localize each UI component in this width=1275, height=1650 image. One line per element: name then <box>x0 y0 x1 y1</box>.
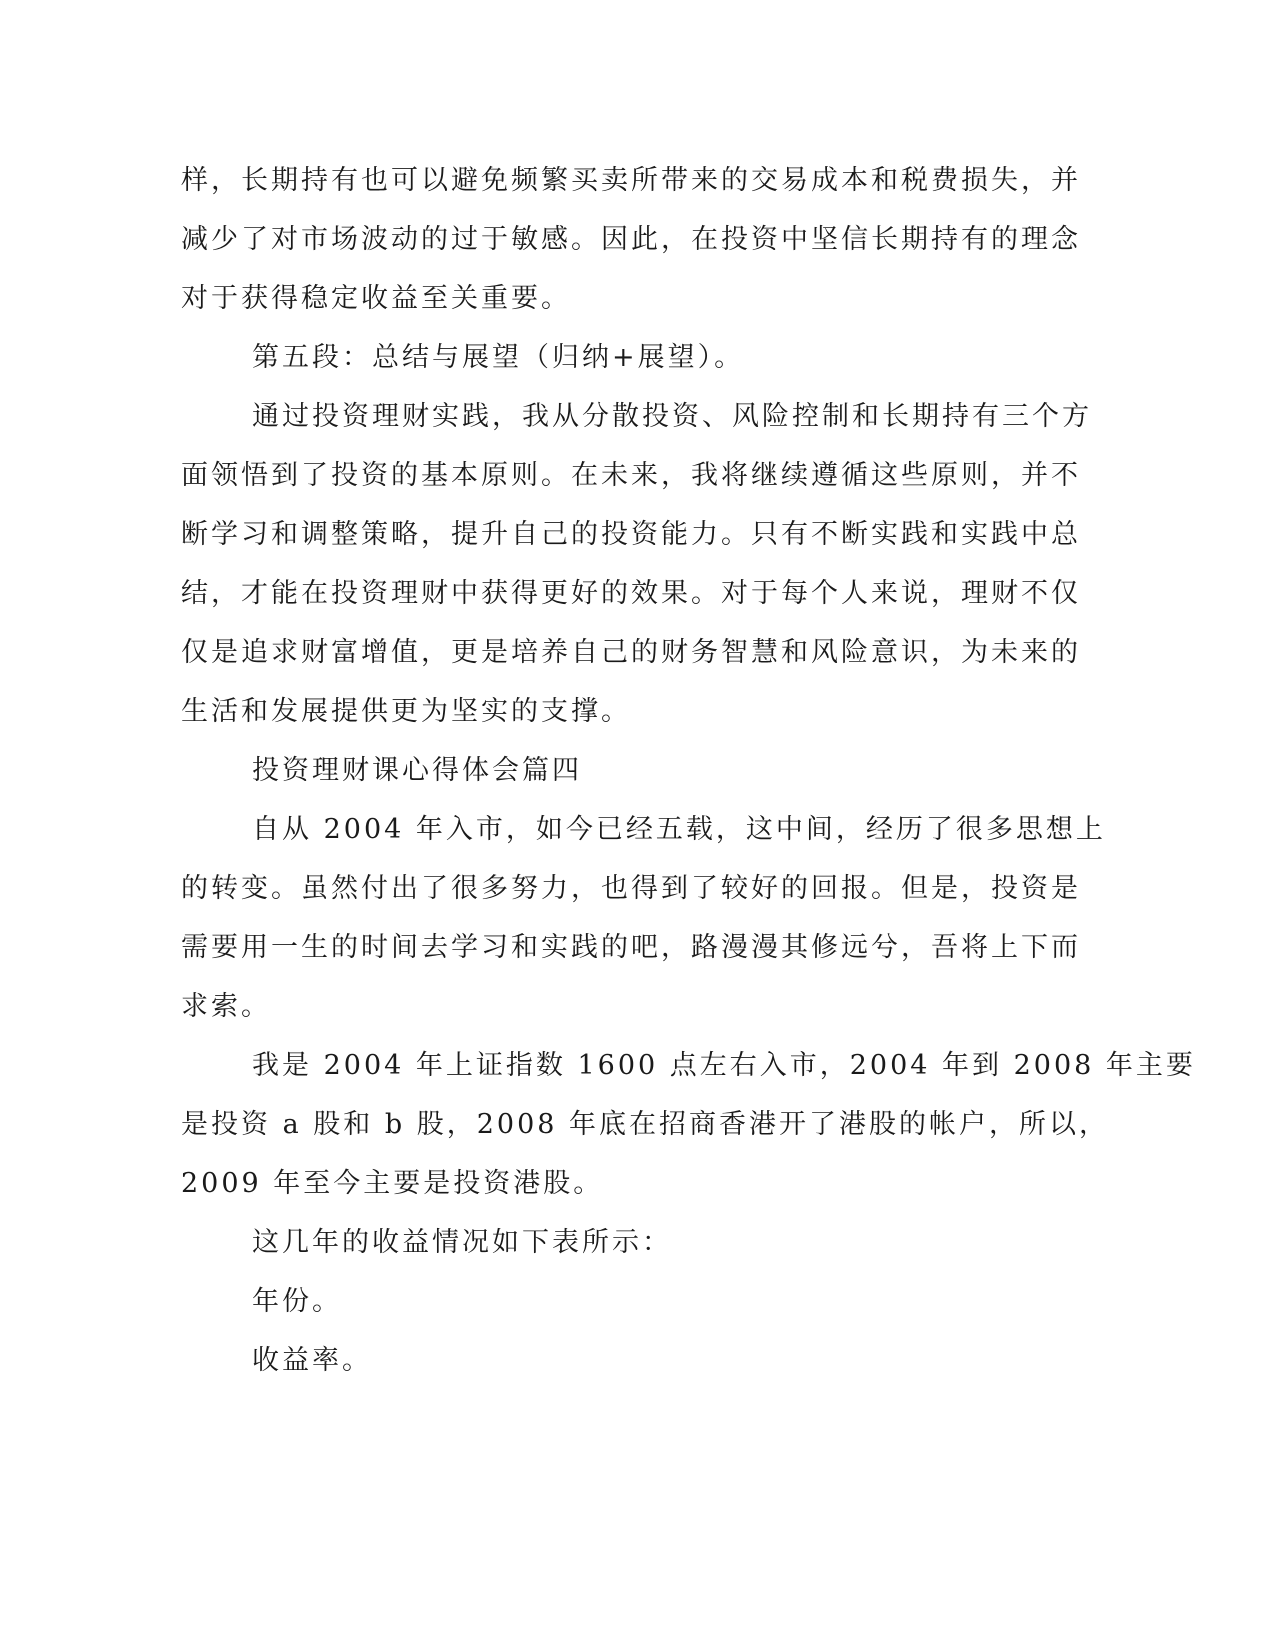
paragraph-line: 减少了对市场波动的过于敏感。因此，在投资中坚信长期持有的理念 <box>181 224 1081 255</box>
paragraph-line: 我是 2004 年上证指数 1600 点左右入市，2004 年到 2008 年主要 <box>252 1050 1196 1081</box>
paragraph-line: 是投资 a 股和 b 股，2008 年底在招商香港开了港股的帐户，所以， <box>181 1109 1110 1140</box>
table-label-year: 年份。 <box>252 1286 342 1317</box>
paragraph-line: 需要用一生的时间去学习和实践的吧，路漫漫其修远兮，吾将上下而 <box>181 932 1081 963</box>
paragraph-line: 自从 2004 年入市，如今已经五载，这中间，经历了很多思想上 <box>252 814 1106 845</box>
paragraph-line: 这几年的收益情况如下表所示： <box>252 1227 672 1258</box>
paragraph-line: 断学习和调整策略，提升自己的投资能力。只有不断实践和实践中总 <box>181 519 1081 550</box>
paragraph-line: 样，长期持有也可以避免频繁买卖所带来的交易成本和税费损失，并 <box>181 165 1081 196</box>
paragraph-line: 2009 年至今主要是投资港股。 <box>181 1168 604 1199</box>
article-title: 投资理财课心得体会篇四 <box>252 755 582 786</box>
paragraph-line: 结，才能在投资理财中获得更好的效果。对于每个人来说，理财不仅 <box>181 578 1081 609</box>
section-heading: 第五段：总结与展望（归纳+展望）。 <box>252 342 745 373</box>
paragraph-line: 面领悟到了投资的基本原则。在未来，我将继续遵循这些原则，并不 <box>181 460 1081 491</box>
paragraph-line: 的转变。虽然付出了很多努力，也得到了较好的回报。但是，投资是 <box>181 873 1081 904</box>
paragraph-line: 生活和发展提供更为坚实的支撑。 <box>181 696 631 727</box>
paragraph-line: 通过投资理财实践，我从分散投资、风险控制和长期持有三个方 <box>252 401 1092 432</box>
paragraph-line: 对于获得稳定收益至关重要。 <box>181 283 571 314</box>
paragraph-line: 仅是追求财富增值，更是培养自己的财务智慧和风险意识，为未来的 <box>181 637 1081 668</box>
paragraph-line: 求索。 <box>181 991 271 1022</box>
table-label-return: 收益率。 <box>252 1345 372 1376</box>
